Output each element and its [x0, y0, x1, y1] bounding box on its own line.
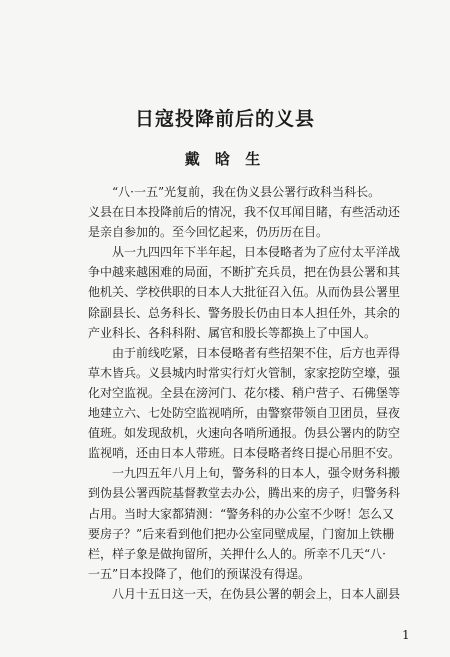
text-line: 从一九四四年下半年起，日本侵略者为了应付太平洋战: [112, 245, 401, 260]
text-line: 是亲自参加的。至今回忆起来，仍历历在目。: [88, 225, 329, 240]
author-name: 戴 晗 生: [184, 150, 266, 168]
article-title: 日寇投降前后的义县: [134, 108, 315, 130]
text-line: 要房子？”后来看到他们把办公室同壁成屋，门窗加上铁栅: [88, 526, 395, 541]
text-line: 一九四五年八月上旬，警务科的日本人，强令财务科搬: [112, 466, 401, 481]
text-line: 值班。如发现敌机，火速向各哨所通报。伪县公署内的防空: [88, 426, 401, 441]
paragraph: [88, 343, 412, 464]
text-line: 八月十五日这一天，在伪县公署的朝会上，日本人副县: [112, 586, 401, 601]
text-line: 监视哨，还由日本人带班。日本侵略者终日提心吊胆不安。: [88, 446, 401, 461]
text-line: 由于前线吃紧，日本侵略者有些招架不住，后方也弄得: [112, 345, 401, 360]
article-body: [88, 182, 412, 604]
text-line: “八·一五”光复前，我在伪义县公署行政科当科长。: [112, 185, 381, 199]
paragraph: [88, 463, 412, 584]
text-line: 他机关、学校供职的日本人大批征召入伍。从而伪县公署里: [88, 285, 401, 300]
text-line: 地建立六、七处防空监视哨所，由警察带领自卫团员，昼夜: [88, 406, 401, 421]
text-line: 到伪县公署西院基督教堂去办公，腾出来的房子，归警务科: [88, 486, 401, 501]
text-line: 义县在日本投降前后的情况，我不仅耳闻目睹，有些活动还: [88, 205, 401, 220]
paragraph: [88, 182, 412, 242]
text-line: 产业科长、各科科附、属官和股长等都换上了中国人。: [88, 325, 377, 340]
page-number: 1: [402, 628, 410, 642]
paragraph: [88, 242, 412, 342]
text-line: 占用。当时大家都猜测：“警务科的办公室不少呀！怎么又: [88, 506, 395, 521]
text-line: 一五”日本投降了，他们的预谋没有得逞。: [88, 566, 311, 581]
text-line: 草木皆兵。义县城内时常实行灯火管制，家家挖防空壕，强: [88, 365, 401, 380]
text-line: 除副县长、总务科长、警务股长仍由日本人担任外，其余的: [88, 305, 401, 320]
text-line: 争中越来越困难的局面，不断扩充兵员，把在伪县公署和其: [88, 265, 401, 280]
paragraph: [88, 584, 412, 604]
text-line: 化对空监视。全县在滂河门、花尔楼、稍户营子、石佛堡等: [88, 385, 401, 400]
text-line: 栏，样子象是做拘留所，关押什么人的。所幸不几天“八·: [88, 546, 386, 561]
